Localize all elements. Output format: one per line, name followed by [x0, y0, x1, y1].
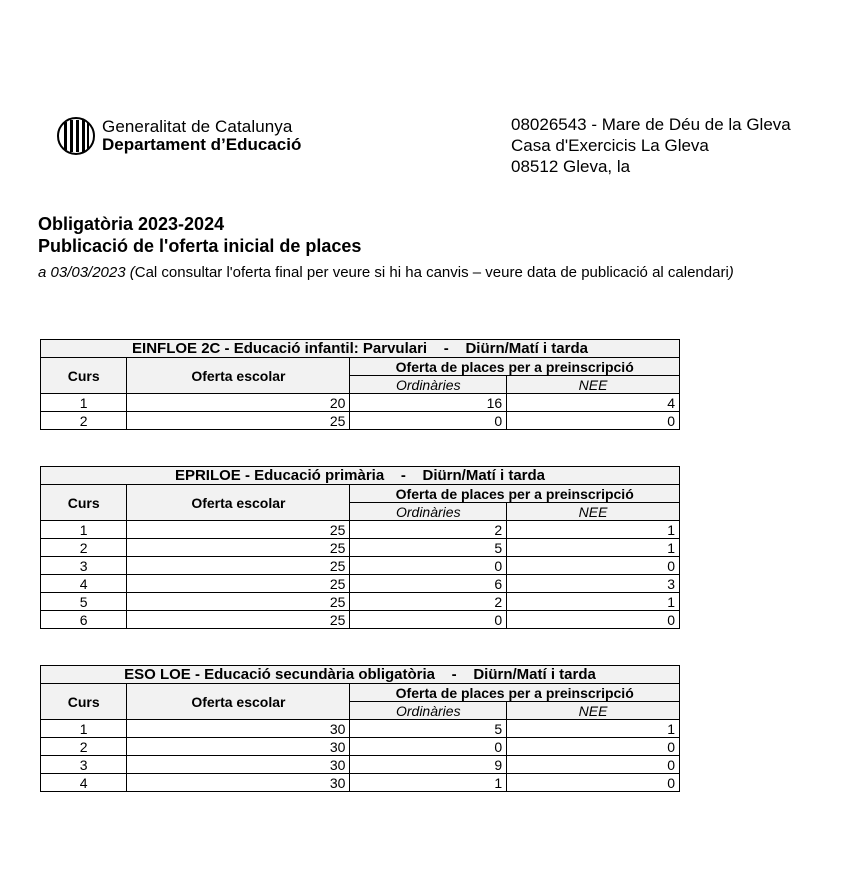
col-header-nee: NEE — [507, 503, 680, 521]
col-header-group: Oferta de places per a preinscripció — [350, 358, 680, 376]
cell-curs: 2 — [41, 738, 127, 756]
table-row — [41, 412, 680, 430]
cell-curs: 6 — [41, 611, 127, 629]
table-row — [41, 521, 680, 539]
cell-oferta: 25 — [127, 611, 350, 629]
cell-ordinaries: 0 — [350, 611, 507, 629]
col-header-ordinaries: Ordinàries — [350, 376, 507, 394]
cell-ordinaries: 9 — [350, 756, 507, 774]
offer-table-primaria — [40, 466, 680, 629]
cell-oferta: 20 — [127, 394, 350, 412]
table-row — [41, 774, 680, 792]
cell-ordinaries: 0 — [350, 557, 507, 575]
cell-nee: 1 — [507, 720, 680, 738]
page-subtitle: Publicació de l'oferta inicial de places — [38, 236, 362, 256]
col-header-ordinaries: Ordinàries — [350, 702, 507, 720]
cell-oferta: 25 — [127, 593, 350, 611]
col-header-group: Oferta de places per a preinscripció — [350, 485, 680, 503]
cell-oferta: 30 — [127, 720, 350, 738]
table-row — [41, 539, 680, 557]
col-header-oferta: Oferta escolar — [127, 358, 350, 394]
school-postal: 08512 Gleva, la — [511, 157, 631, 176]
cell-curs: 1 — [41, 720, 127, 738]
cell-curs: 2 — [41, 539, 127, 557]
cell-oferta: 25 — [127, 557, 350, 575]
cell-ordinaries: 16 — [350, 394, 507, 412]
col-header-curs: Curs — [41, 684, 127, 720]
note-text: Cal consultar l'oferta final per veure si hi ha canvis – veure data de publicació al calendari — [134, 264, 729, 281]
cell-nee: 3 — [507, 575, 680, 593]
cell-curs: 1 — [41, 394, 127, 412]
table-title: EPRILOE - Educació primària - Diürn/Matí i tarda — [41, 467, 680, 485]
table-row — [41, 575, 680, 593]
col-header-group: Oferta de places per a preinscripció — [350, 684, 680, 702]
cell-nee: 0 — [507, 412, 680, 430]
logo-line1: Generalitat de Catalunya — [102, 117, 293, 136]
col-header-oferta: Oferta escolar — [127, 684, 350, 720]
cell-nee: 0 — [507, 774, 680, 792]
school-address: Casa d'Exercicis La Gleva — [511, 136, 709, 155]
cell-ordinaries: 5 — [350, 539, 507, 557]
table-row — [41, 593, 680, 611]
cell-nee: 0 — [507, 738, 680, 756]
logo-line2: Departament d’Educació — [102, 135, 302, 154]
cell-ordinaries: 6 — [350, 575, 507, 593]
table-row — [41, 756, 680, 774]
table-title: ESO LOE - Educació secundària obligatòria - Diürn/Matí i tarda — [41, 666, 680, 684]
table-row — [41, 738, 680, 756]
offer-table-infantil — [40, 339, 680, 430]
cell-ordinaries: 2 — [350, 593, 507, 611]
cell-curs: 4 — [41, 575, 127, 593]
col-header-oferta: Oferta escolar — [127, 485, 350, 521]
cell-oferta: 25 — [127, 521, 350, 539]
school-code-name: 08026543 - Mare de Déu de la Gleva — [511, 115, 791, 134]
cell-oferta: 30 — [127, 756, 350, 774]
cell-curs: 5 — [41, 593, 127, 611]
generalitat-logo — [57, 117, 301, 155]
school-info — [511, 114, 791, 177]
table-title: EINFLOE 2C - Educació infantil: Parvulari - Diürn/Matí i tarda — [41, 340, 680, 358]
cell-nee: 1 — [507, 539, 680, 557]
cell-ordinaries: 2 — [350, 521, 507, 539]
cell-curs: 3 — [41, 557, 127, 575]
cell-nee: 1 — [507, 521, 680, 539]
col-header-nee: NEE — [507, 376, 680, 394]
cell-curs: 2 — [41, 412, 127, 430]
table-row — [41, 557, 680, 575]
page-title: Obligatòria 2023-2024 — [38, 214, 225, 234]
cell-curs: 4 — [41, 774, 127, 792]
cell-ordinaries: 0 — [350, 738, 507, 756]
cell-nee: 0 — [507, 611, 680, 629]
col-header-curs: Curs — [41, 485, 127, 521]
col-header-ordinaries: Ordinàries — [350, 503, 507, 521]
cell-ordinaries: 1 — [350, 774, 507, 792]
table-row — [41, 720, 680, 738]
cell-curs: 3 — [41, 756, 127, 774]
table-row — [41, 611, 680, 629]
cell-ordinaries: 5 — [350, 720, 507, 738]
publication-note — [38, 264, 734, 281]
offer-table-eso — [40, 665, 680, 792]
cell-oferta: 30 — [127, 738, 350, 756]
col-header-nee: NEE — [507, 702, 680, 720]
col-header-curs: Curs — [41, 358, 127, 394]
cell-ordinaries: 0 — [350, 412, 507, 430]
publication-date: a 03/03/2023 ( — [38, 264, 135, 281]
cell-nee: 0 — [507, 557, 680, 575]
cell-oferta: 25 — [127, 412, 350, 430]
cell-oferta: 25 — [127, 575, 350, 593]
cell-oferta: 25 — [127, 539, 350, 557]
cell-oferta: 30 — [127, 774, 350, 792]
catalan-flag-emblem-icon — [57, 117, 95, 155]
cell-nee: 0 — [507, 756, 680, 774]
cell-nee: 4 — [507, 394, 680, 412]
cell-nee: 1 — [507, 593, 680, 611]
cell-curs: 1 — [41, 521, 127, 539]
table-row — [41, 394, 680, 412]
note-end: ) — [728, 264, 734, 281]
